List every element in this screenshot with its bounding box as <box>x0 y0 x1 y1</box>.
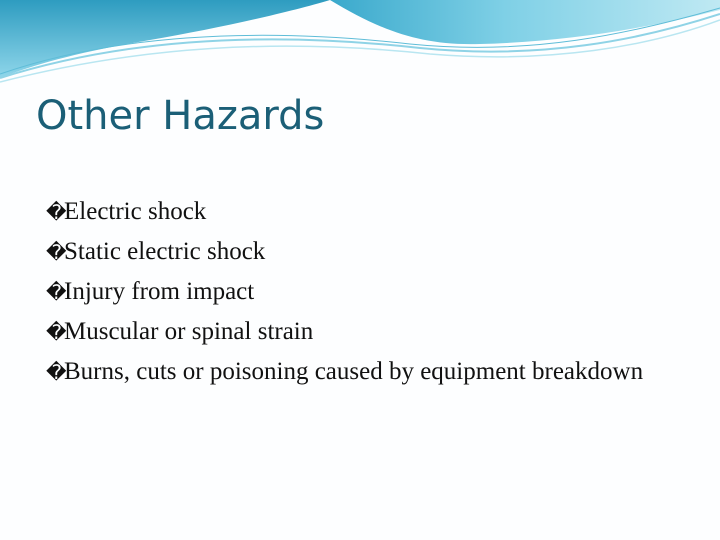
bullet-item <box>46 356 666 388</box>
bullet-text: Injury from impact <box>64 278 255 305</box>
header-wave-decoration <box>0 0 720 90</box>
bullet-icon: � <box>46 240 67 264</box>
bullet-text: Muscular or spinal strain <box>64 318 314 345</box>
bullet-text: Burns, cuts or poisoning caused by equipment breakdown <box>64 358 644 385</box>
bullet-item <box>46 316 666 348</box>
bullet-item <box>46 196 666 228</box>
bullet-item <box>46 276 666 308</box>
bullet-icon: � <box>46 320 67 344</box>
bullet-icon: � <box>46 360 67 384</box>
bullet-icon: � <box>46 200 67 224</box>
bullet-list <box>46 196 666 396</box>
bullet-item <box>46 236 666 268</box>
bullet-text: Static electric shock <box>64 238 266 265</box>
bullet-text: Electric shock <box>64 198 207 225</box>
slide-title: Other Hazards <box>36 93 325 139</box>
bullet-icon: � <box>46 280 67 304</box>
